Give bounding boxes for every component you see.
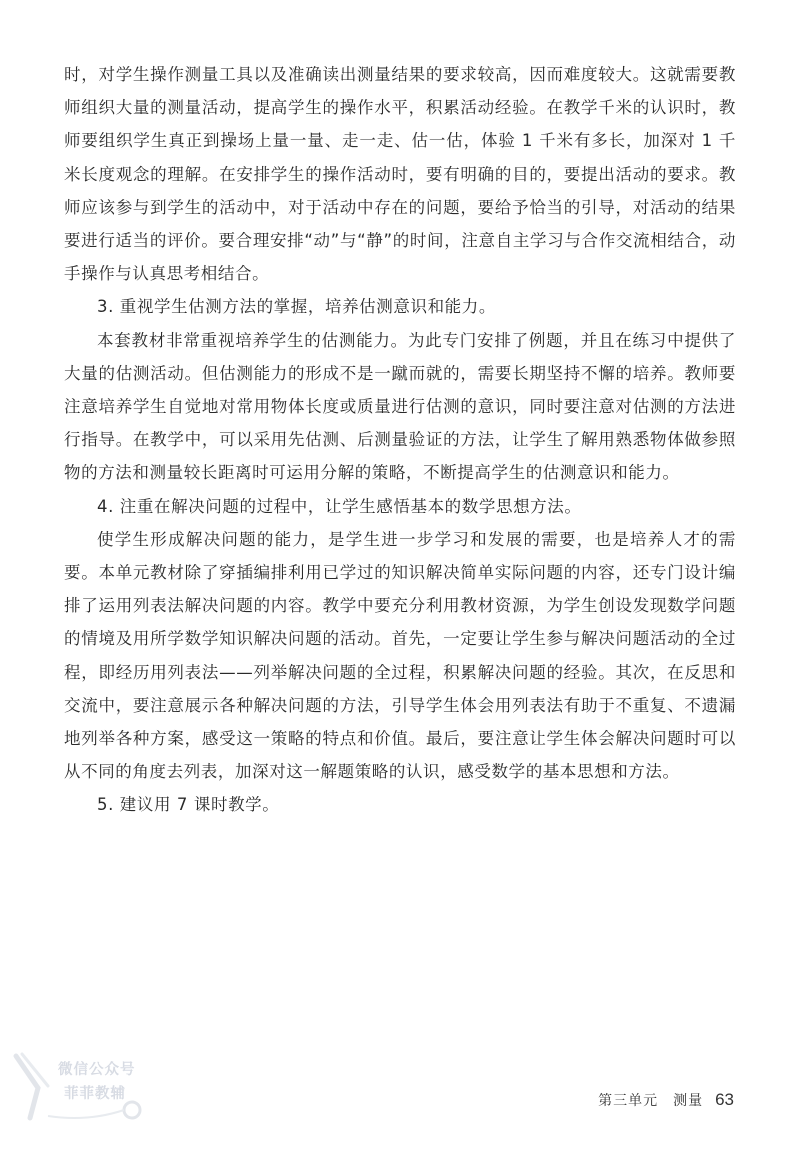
page-footer [598, 1090, 734, 1110]
item-3-body: 本套教材非常重视培养学生的估测能力。为此专门安排了例题，并且在练习中提供了大量的估测活动。但估测能力的形成不是一蹴而就的，需要长期坚持不懈的培养。教师要注意培养学生自觉地对常用物体长度或质量进行估测的意识，同时要注意对估测的方法进行指导。在教学中，可以采用先估测、后测量验证的方法，让学生了解用熟悉物体做参照物的方法和测量较长距离时可运用分解的策略，不断提高学生的估测意识和能力。 [64, 330, 736, 483]
watermark-line-1: 微信公众号 [58, 1062, 136, 1078]
watermark [8, 1048, 148, 1128]
chapter-label: 第三单元 测量 [598, 1093, 704, 1109]
page-number: 63 [715, 1090, 734, 1109]
page-body [64, 58, 736, 822]
item-5-heading: 5. 建议用 7 课时教学。 [97, 795, 280, 815]
item-3-heading: 3. 重视学生估测方法的掌握，培养估测意识和能力。 [97, 297, 496, 317]
paragraph-continuation: 时，对学生操作测量工具以及准确读出测量结果的要求较高，因而难度较大。这就需要教师组织大量的测量活动，提高学生的操作水平，积累活动经验。在教学千米的认识时，教师要组织学生真正到操场上量一量、走一走、估一估，体验 1 千米有多长，加深对 1 千米长度观念的理解。在安排学生的操作活动时，要有明确的目的，要提出活动的要求。教师应该参与到学生的活动中，对于活动中存在的问题，要给予恰当的引导，对活动的结果要进行适当的评价。要合理安排“动”与“静”的时间，注意自主学习与合作交流相结合，动手操作与认真思考相结合。 [64, 65, 736, 284]
watermark-line-2: 菲菲教辅 [64, 1086, 126, 1102]
item-4-body: 使学生形成解决问题的能力，是学生进一步学习和发展的需要，也是培养人才的需要。本单元教材除了穿插编排利用已学过的知识解决简单实际问题的内容，还专门设计编排了运用列表法解决问题的内容。教学中要充分利用教材资源，为学生创设发现数学问题的情境及用所学数学知识解决问题的活动。首先，一定要让学生参与解决问题活动的全过程，即经历用列表法——列举解决问题的全过程，积累解决问题的经验。其次，在反思和交流中，要注意展示各种解决问题的方法，引导学生体会用列表法有助于不重复、不遗漏地列举各种方案，感受这一策略的特点和价值。最后，要注意让学生体会解决问题时可以从不同的角度去列表，加深对这一解题策略的认识，感受数学的基本思想和方法。 [64, 529, 736, 782]
item-4-heading: 4. 注重在解决问题的过程中，让学生感悟基本的数学思想方法。 [97, 496, 582, 516]
